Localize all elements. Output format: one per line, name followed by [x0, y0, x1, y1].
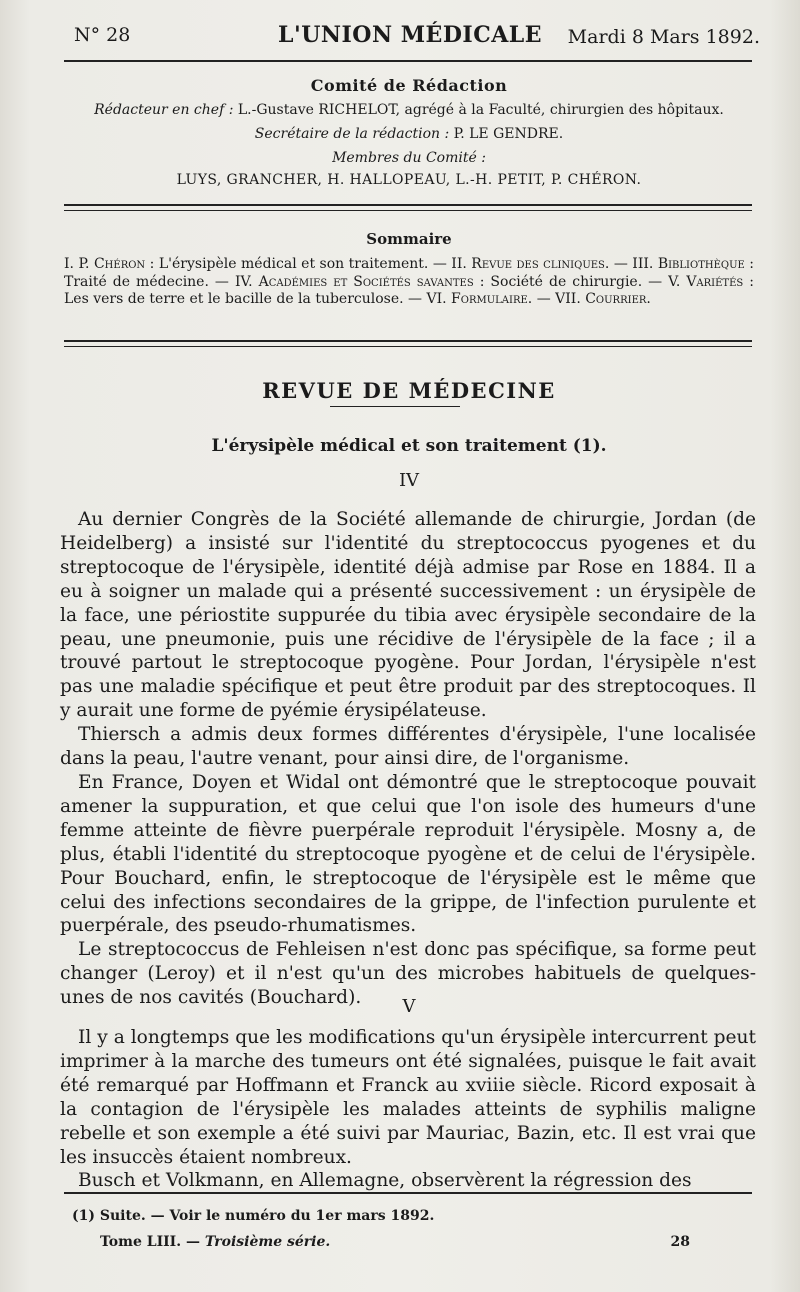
chief-editor-value: L.-Gustave RICHELOT, agrégé à la Faculté, chirurgien des hôpitaux. [237, 102, 724, 118]
sommaire-rule-bottom [64, 346, 752, 347]
journal-title: L'UNION MÉDICALE [277, 22, 543, 48]
sommaire-title: Sommaire [366, 230, 452, 248]
comite-rule-bottom [64, 210, 752, 211]
section-iv-heading: IV [398, 470, 420, 491]
issue-date: Mardi 8 Mars 1892. [567, 26, 760, 48]
tome-label: Tome LIII. — [100, 1234, 205, 1250]
sommaire-rule-top [64, 340, 752, 342]
chief-editor-label: Rédacteur en chef : [94, 102, 234, 118]
paragraph: Au dernier Congrès de la Société allemande de chirurgie, Jordan (de Heidelberg) a insisté sur l'identité du streptococcus pyogenes et du streptocoque de l'érysipèle, identité déjà admise par Rose en 1884. Il a eu à soigner un malade qui a présenté successivement : un érysipèle de la face, une périostite suppurée du tibia avec érysipèle secondaire de la peau, une pneumonie, puis une récidive de l'érysipèle de la face ; il a trouvé partout le streptocoque pyogène. Pour Jordan, l'érysipèle n'est pas une maladie spécifique et peut être produit par des streptocoques. Il y aurait une forme de pyémie érysipélateuse. [60, 509, 756, 722]
sommaire-author: Chéron [93, 256, 146, 272]
section-v-body [60, 1026, 756, 1193]
comite-title: Comité de Rédaction [310, 76, 508, 95]
page-footer [100, 1234, 690, 1250]
members-list: LUYS, GRANCHER, H. HALLOPEAU, L.-H. PETIT, P. CHÉRON. [176, 172, 642, 188]
comite-rule-top [64, 204, 752, 206]
sommaire-body: I. P. Chéron : L'érysipèle médical et son traitement. — II. Revue des cliniques. — III. Bibliothèque : Traité de médecine. — IV. Académies et Sociétés savantes : Société de chirurgie. — V. Variétés : Les vers de terre et le bacille de la tuberculose. — VI. Formulaire. — VII. Courrier. [64, 256, 755, 307]
issue-number: N° 28 [74, 24, 131, 46]
paragraph: Busch et Volkmann, en Allemagne, observèrent la régression des [78, 1170, 692, 1192]
paragraph: Il y a longtemps que les modifications qu'un érysipèle intercurrent peut imprimer à la marche des tumeurs ont été signalées, puisque le fait avait été remarqué par Hoffmann et Franck au xviiie siècle. Ricord exposait à la contagion de l'érysipèle les malades atteints de syphilis maligne rebelle et son exemple a été suivi par Mauriac, Bazin, etc. Il est vrai que les insuccès étaient nombreux. [60, 1027, 756, 1168]
section-v-heading: V [402, 996, 416, 1017]
page-number: 28 [670, 1234, 690, 1250]
chief-editor-line [64, 100, 754, 121]
secretary-label: Secrétaire de la rédaction : [254, 126, 450, 142]
section-heading: REVUE DE MÉDECINE [262, 378, 556, 403]
section-heading-underline [330, 406, 460, 407]
page-header [60, 22, 760, 58]
article-title: L'érysipèle médical et son traitement (1). [211, 436, 607, 456]
paragraph: Le streptococcus de Fehleisen n'est donc pas spécifique, sa forme peut changer (Leroy) et il n'est qu'un des microbes habituels de quelques-unes de nos cavités (Bouchard). [60, 939, 756, 1009]
series-label: Troisième série. [204, 1234, 331, 1250]
footnote: (1) Suite. — Voir le numéro du 1er mars 1892. [72, 1208, 435, 1224]
secretary-value: P. LE GENDRE. [453, 126, 564, 142]
section-iv-body [60, 508, 756, 1010]
members-label: Membres du Comité : [332, 150, 486, 166]
secretary-line [64, 124, 754, 145]
paragraph: En France, Doyen et Widal ont démontré que le streptocoque pouvait amener la suppuration, et que celui que l'on isole des humeurs d'une femme atteinte de fièvre puerpérale reproduit l'érysipèle. Mosny a, de plus, établi l'identité du streptocoque pyogène et de celui de l'érysipèle. Pour Bouchard, enfin, le streptocoque de l'érysipèle est le même que celui des infections secondaires de la grippe, de l'infection purulente et puerpérale, des pseudo-rhumatismes. [60, 771, 756, 937]
header-rule [64, 60, 752, 62]
paragraph: Thiersch a admis deux formes différentes d'érysipèle, l'une localisée dans la peau, l'autre venant, pour ainsi dire, de l'organisme. [60, 724, 756, 770]
footnote-rule [64, 1192, 752, 1194]
